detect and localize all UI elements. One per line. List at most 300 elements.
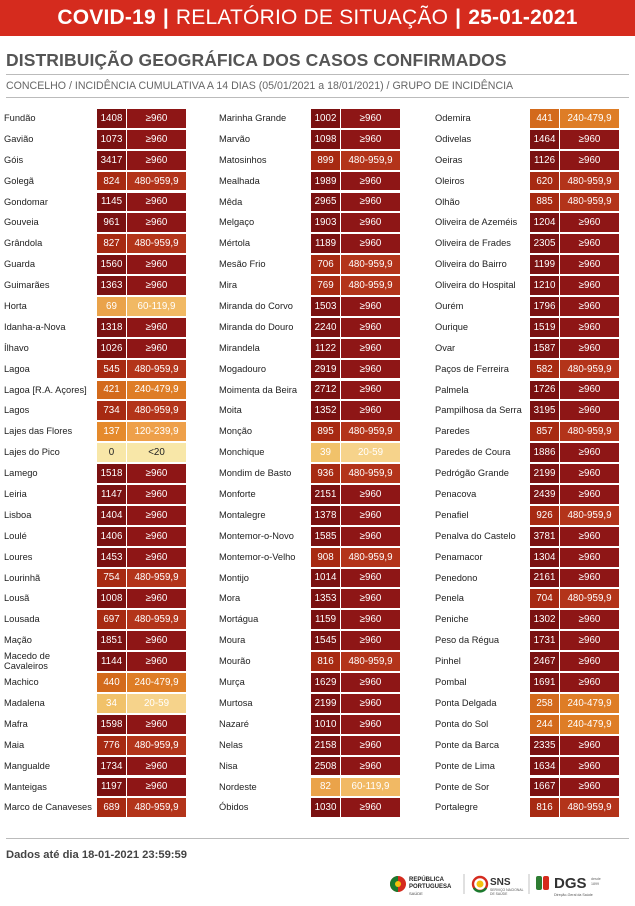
municipality-name: Lourinhã xyxy=(4,572,41,583)
incidence-value: 0 xyxy=(97,443,126,462)
incidence-value: 1503 xyxy=(311,297,340,316)
incidence-group: 480-959,9 xyxy=(127,569,186,588)
incidence-group: 480-959,9 xyxy=(341,151,400,170)
municipality-name: Nisa xyxy=(219,760,238,771)
incidence-value: 1122 xyxy=(311,339,340,358)
title-divider xyxy=(6,74,629,75)
incidence-value: 1406 xyxy=(97,527,126,546)
incidence-group: ≥960 xyxy=(127,213,186,232)
municipality-name: Machico xyxy=(4,677,39,688)
municipality-name: Gouveia xyxy=(4,217,39,228)
incidence-group: 240-479,9 xyxy=(127,381,186,400)
municipality-name: Oliveira de Frades xyxy=(435,238,511,249)
logos-strip xyxy=(388,870,630,898)
municipality-name: Mogadouro xyxy=(219,363,267,374)
municipality-name: Montalegre xyxy=(219,509,266,520)
incidence-value: 824 xyxy=(97,172,126,191)
municipality-name: Penafiel xyxy=(435,509,469,520)
incidence-value: 620 xyxy=(530,172,559,191)
municipality-name: Montemor-o-Novo xyxy=(219,530,294,541)
republica-text-3: SAÚDE xyxy=(409,891,423,896)
incidence-group: 480-959,9 xyxy=(341,548,400,567)
municipality-name: Mourão xyxy=(219,656,251,667)
incidence-value: 2919 xyxy=(311,360,340,379)
incidence-value: 2199 xyxy=(530,464,559,483)
incidence-group: ≥960 xyxy=(341,757,400,776)
municipality-name: Lousã xyxy=(4,593,30,604)
municipality-name: Paços de Ferreira xyxy=(435,363,509,374)
municipality-name: Gavião xyxy=(4,133,34,144)
municipality-name: Matosinhos xyxy=(219,154,267,165)
incidence-group: ≥960 xyxy=(560,736,619,755)
header-separator: | xyxy=(455,6,462,29)
incidence-value: 441 xyxy=(530,109,559,128)
municipality-name: Monção xyxy=(219,426,253,437)
incidence-value: 734 xyxy=(97,401,126,420)
incidence-value: 1026 xyxy=(97,339,126,358)
incidence-group: 480-959,9 xyxy=(341,422,400,441)
incidence-value: 1585 xyxy=(311,527,340,546)
incidence-value: 3195 xyxy=(530,401,559,420)
incidence-value: 1199 xyxy=(530,255,559,274)
municipality-name: Óbidos xyxy=(219,802,249,813)
incidence-group: ≥960 xyxy=(560,151,619,170)
incidence-group: ≥960 xyxy=(127,589,186,608)
incidence-value: 1304 xyxy=(530,548,559,567)
municipality-name: Idanha-a-Nova xyxy=(4,321,66,332)
incidence-value: 545 xyxy=(97,360,126,379)
municipality-name: Ourém xyxy=(435,301,464,312)
incidence-value: 1145 xyxy=(97,193,126,212)
incidence-group: 480-959,9 xyxy=(341,652,400,671)
incidence-group: ≥960 xyxy=(127,339,186,358)
incidence-value: 1903 xyxy=(311,213,340,232)
incidence-group: ≥960 xyxy=(560,464,619,483)
municipality-name: Marco de Canaveses xyxy=(4,802,92,813)
header-separator: | xyxy=(162,6,169,29)
incidence-group: ≥960 xyxy=(560,213,619,232)
municipality-name: Pampilhosa da Serra xyxy=(435,405,522,416)
incidence-value: 908 xyxy=(311,548,340,567)
incidence-value: 440 xyxy=(97,673,126,692)
dgs-subtext: Direção-Geral da Saúde xyxy=(554,893,593,897)
incidence-group: ≥960 xyxy=(127,527,186,546)
incidence-value: 1352 xyxy=(311,401,340,420)
incidence-group: 480-959,9 xyxy=(560,798,619,817)
incidence-group: ≥960 xyxy=(560,673,619,692)
incidence-group: ≥960 xyxy=(341,339,400,358)
sns-subtext-1: SERVIÇO NACIONAL xyxy=(490,888,524,892)
municipality-name: Olhão xyxy=(435,196,460,207)
dgs-year-text: 1899 xyxy=(591,882,599,886)
incidence-group: 480-959,9 xyxy=(127,360,186,379)
incidence-group: ≥960 xyxy=(560,276,619,295)
incidence-group: 240-479,9 xyxy=(560,715,619,734)
incidence-value: 2240 xyxy=(311,318,340,337)
incidence-value: 1014 xyxy=(311,569,340,588)
incidence-value: 827 xyxy=(97,234,126,253)
incidence-group: ≥960 xyxy=(127,506,186,525)
incidence-value: 706 xyxy=(311,255,340,274)
incidence-group: ≥960 xyxy=(341,172,400,191)
municipality-name: Mafra xyxy=(4,718,28,729)
municipality-name: Ponte de Lima xyxy=(435,760,495,771)
incidence-group: ≥960 xyxy=(341,318,400,337)
incidence-group: ≥960 xyxy=(341,381,400,400)
municipality-name: Lagoa xyxy=(4,363,30,374)
municipality-name: Mação xyxy=(4,635,32,646)
incidence-group: 480-959,9 xyxy=(127,234,186,253)
municipality-name: Miranda do Corvo xyxy=(219,301,293,312)
header-report: RELATÓRIO DE SITUAÇÃO xyxy=(175,6,449,29)
incidence-value: 1098 xyxy=(311,130,340,149)
municipality-name: Lousada xyxy=(4,614,40,625)
municipality-name: Palmela xyxy=(435,384,469,395)
municipality-name: Odivelas xyxy=(435,133,472,144)
incidence-group: ≥960 xyxy=(560,255,619,274)
incidence-value: 1796 xyxy=(530,297,559,316)
data-timestamp: Dados até dia 18-01-2021 23:59:59 xyxy=(6,849,187,861)
incidence-value: 961 xyxy=(97,213,126,232)
municipality-name: Paredes de Coura xyxy=(435,447,511,458)
incidence-group: 480-959,9 xyxy=(341,255,400,274)
incidence-value: 1010 xyxy=(311,715,340,734)
incidence-group: ≥960 xyxy=(341,694,400,713)
municipality-name: Guarda xyxy=(4,259,36,270)
municipality-name: Lagoa [R.A. Açores] xyxy=(4,384,87,395)
municipality-name: Ovar xyxy=(435,342,456,353)
incidence-group: ≥960 xyxy=(560,548,619,567)
incidence-value: 1734 xyxy=(97,757,126,776)
sns-subtext-2: DE SAÚDE xyxy=(490,892,508,896)
municipality-name: Mortágua xyxy=(219,614,259,625)
incidence-value: 816 xyxy=(311,652,340,671)
municipality-name: Montemor-o-Velho xyxy=(219,551,296,562)
incidence-group: 480-959,9 xyxy=(127,172,186,191)
incidence-value: 1629 xyxy=(311,673,340,692)
incidence-group: ≥960 xyxy=(341,130,400,149)
incidence-value: 1598 xyxy=(97,715,126,734)
incidence-value: 1726 xyxy=(530,381,559,400)
incidence-group: ≥960 xyxy=(127,778,186,797)
municipality-name: Lamego xyxy=(4,468,38,479)
municipality-name: Moura xyxy=(219,635,246,646)
incidence-group: ≥960 xyxy=(341,736,400,755)
incidence-group: 240-479,9 xyxy=(560,694,619,713)
incidence-group: 480-959,9 xyxy=(560,422,619,441)
incidence-value: 926 xyxy=(530,506,559,525)
incidence-value: 244 xyxy=(530,715,559,734)
incidence-value: 1144 xyxy=(97,652,126,671)
incidence-value: 3417 xyxy=(97,151,126,170)
incidence-value: 2439 xyxy=(530,485,559,504)
municipality-name: Penacova xyxy=(435,489,477,500)
subtitle-divider xyxy=(6,97,629,98)
incidence-group: ≥960 xyxy=(341,527,400,546)
sns-logo xyxy=(473,877,524,896)
municipality-name: Mesão Frio xyxy=(219,259,266,270)
incidence-value: 697 xyxy=(97,610,126,629)
incidence-group: ≥960 xyxy=(341,109,400,128)
incidence-value: 1159 xyxy=(311,610,340,629)
incidence-value: 769 xyxy=(311,276,340,295)
municipality-name: Marinha Grande xyxy=(219,113,287,123)
municipality-name: Oliveira do Bairro xyxy=(435,259,507,270)
incidence-group: ≥960 xyxy=(341,213,400,232)
republica-text-1: REPÚBLICA xyxy=(409,877,445,883)
municipality-name: Penela xyxy=(435,593,464,604)
municipality-name: Manteigas xyxy=(4,781,47,792)
page-subtitle: CONCELHO / INCIDÊNCIA CUMULATIVA A 14 DIAS (05/01/2021 a 18/01/2021) / GRUPO DE INCIDÊNCIA xyxy=(6,80,514,92)
incidence-value: 1453 xyxy=(97,548,126,567)
municipality-name: Miranda do Douro xyxy=(219,321,294,332)
incidence-group: 480-959,9 xyxy=(560,172,619,191)
incidence-group: ≥960 xyxy=(127,130,186,149)
municipality-name: Góis xyxy=(4,154,24,165)
incidence-value: 258 xyxy=(530,694,559,713)
incidence-group: ≥960 xyxy=(560,234,619,253)
incidence-group: ≥960 xyxy=(560,339,619,358)
incidence-value: 776 xyxy=(97,736,126,755)
incidence-group: 60-119,9 xyxy=(341,778,400,797)
incidence-group: ≥960 xyxy=(341,798,400,817)
incidence-value: 936 xyxy=(311,464,340,483)
incidence-group: ≥960 xyxy=(560,297,619,316)
municipality-name: Pinhel xyxy=(435,656,461,667)
incidence-group: ≥960 xyxy=(127,548,186,567)
municipality-name: Mira xyxy=(219,280,238,291)
incidence-value: 885 xyxy=(530,193,559,212)
municipality-name: Nazaré xyxy=(219,718,249,729)
incidence-group: ≥960 xyxy=(341,610,400,629)
incidence-value: 69 xyxy=(97,297,126,316)
sns-text: SNS xyxy=(490,877,511,888)
incidence-value: 1147 xyxy=(97,485,126,504)
incidence-value: 754 xyxy=(97,569,126,588)
incidence-group: ≥960 xyxy=(560,485,619,504)
incidence-value: 1989 xyxy=(311,172,340,191)
municipality-name: Penalva do Castelo xyxy=(435,530,516,541)
incidence-group: 480-959,9 xyxy=(560,360,619,379)
incidence-value: 1197 xyxy=(97,778,126,797)
incidence-group: 60-119,9 xyxy=(127,297,186,316)
incidence-value: 1731 xyxy=(530,631,559,650)
incidence-group: 240-479,9 xyxy=(127,673,186,692)
incidence-group: 240-479,9 xyxy=(560,109,619,128)
incidence-value: 1518 xyxy=(97,464,126,483)
incidence-group: 20-59 xyxy=(127,694,186,713)
municipality-name: Oleiros xyxy=(435,175,465,186)
incidence-group: ≥960 xyxy=(560,569,619,588)
incidence-group: ≥960 xyxy=(127,485,186,504)
incidence-value: 582 xyxy=(530,360,559,379)
dgs-text: DGS xyxy=(554,875,587,892)
municipality-name: Murtosa xyxy=(219,697,253,708)
incidence-group: ≥960 xyxy=(127,318,186,337)
incidence-value: 421 xyxy=(97,381,126,400)
incidence-value: 1363 xyxy=(97,276,126,295)
incidence-value: 2151 xyxy=(311,485,340,504)
incidence-value: 704 xyxy=(530,589,559,608)
municipality-name: Guimarães xyxy=(4,280,50,291)
incidence-group: ≥960 xyxy=(341,485,400,504)
municipality-name: Ponte de Sor xyxy=(435,781,490,792)
incidence-value: 2508 xyxy=(311,757,340,776)
incidence-value: 1073 xyxy=(97,130,126,149)
republica-portuguesa-logo xyxy=(390,876,452,896)
municipality-name: Loures xyxy=(4,551,33,562)
incidence-value: 2305 xyxy=(530,234,559,253)
incidence-value: 1030 xyxy=(311,798,340,817)
municipality-name: Ílhavo xyxy=(4,342,29,353)
incidence-group: 480-959,9 xyxy=(341,464,400,483)
incidence-group: ≥960 xyxy=(127,757,186,776)
incidence-group: ≥960 xyxy=(560,318,619,337)
municipality-name: Mangualde xyxy=(4,760,51,771)
municipality-name: Macedo de Cavaleiros xyxy=(4,651,50,672)
municipality-name: Peso da Régua xyxy=(435,635,500,646)
municipality-name: Murça xyxy=(219,677,245,688)
municipality-name: Ponta Delgada xyxy=(435,697,497,708)
incidence-group: ≥960 xyxy=(127,151,186,170)
incidence-value: 1667 xyxy=(530,778,559,797)
incidence-group: ≥960 xyxy=(560,778,619,797)
incidence-value: 1519 xyxy=(530,318,559,337)
incidence-group: 480-959,9 xyxy=(127,610,186,629)
incidence-group: ≥960 xyxy=(560,130,619,149)
incidence-value: 3781 xyxy=(530,527,559,546)
header-covid: COVID-19 xyxy=(57,6,156,29)
municipality-name: Odemira xyxy=(435,113,471,123)
incidence-group: ≥960 xyxy=(127,715,186,734)
municipality-name: Grândola xyxy=(4,238,43,249)
municipality-name: Monchique xyxy=(219,447,265,458)
incidence-group: ≥960 xyxy=(341,569,400,588)
municipality-name: Monforte xyxy=(219,489,256,500)
incidence-value: 1302 xyxy=(530,610,559,629)
incidence-value: 1886 xyxy=(530,443,559,462)
incidence-group: ≥960 xyxy=(341,193,400,212)
incidence-group: 20-59 xyxy=(341,443,400,462)
municipality-name: Mealhada xyxy=(219,175,260,186)
incidence-group: <20 xyxy=(127,443,186,462)
incidence-value: 1560 xyxy=(97,255,126,274)
municipality-name: Penamacor xyxy=(435,551,483,562)
municipality-name: Lagos xyxy=(4,405,30,416)
incidence-value: 1002 xyxy=(311,109,340,128)
municipality-name: Pedrógão Grande xyxy=(435,468,509,479)
municipality-name: Oeiras xyxy=(435,154,463,165)
municipality-name: Fundão xyxy=(4,113,36,123)
incidence-group: ≥960 xyxy=(127,109,186,128)
incidence-value: 1318 xyxy=(97,318,126,337)
incidence-group: ≥960 xyxy=(560,610,619,629)
incidence-group: ≥960 xyxy=(560,757,619,776)
incidence-value: 39 xyxy=(311,443,340,462)
incidence-group: ≥960 xyxy=(127,631,186,650)
municipality-name: Ourique xyxy=(435,321,469,332)
municipality-name: Horta xyxy=(4,301,27,312)
incidence-group: ≥960 xyxy=(560,527,619,546)
municipality-name: Ponta do Sol xyxy=(435,718,489,729)
municipality-name: Leiria xyxy=(4,489,27,500)
municipality-name: Lajes das Flores xyxy=(4,426,73,437)
incidence-group: ≥960 xyxy=(560,401,619,420)
municipality-name: Gondomar xyxy=(4,196,48,207)
incidence-group: ≥960 xyxy=(127,255,186,274)
municipality-name: Portalegre xyxy=(435,802,478,813)
incidence-group: ≥960 xyxy=(341,401,400,420)
incidence-value: 1404 xyxy=(97,506,126,525)
municipality-name: Peniche xyxy=(435,614,469,625)
header-banner xyxy=(0,0,635,36)
municipality-name: Mondim de Basto xyxy=(219,468,292,479)
incidence-value: 1691 xyxy=(530,673,559,692)
incidence-value: 1634 xyxy=(530,757,559,776)
incidence-group: ≥960 xyxy=(560,381,619,400)
incidence-value: 857 xyxy=(530,422,559,441)
incidence-group: ≥960 xyxy=(127,652,186,671)
incidence-value: 1126 xyxy=(530,151,559,170)
incidence-value: 1210 xyxy=(530,276,559,295)
incidence-group: ≥960 xyxy=(341,589,400,608)
incidence-value: 2158 xyxy=(311,736,340,755)
incidence-value: 2467 xyxy=(530,652,559,671)
municipality-name: Golegã xyxy=(4,175,34,186)
header-date: 25-01-2021 xyxy=(468,6,578,29)
incidence-group: ≥960 xyxy=(341,297,400,316)
incidence-value: 1378 xyxy=(311,506,340,525)
incidence-group: ≥960 xyxy=(341,234,400,253)
incidence-group: ≥960 xyxy=(341,673,400,692)
incidence-group: 480-959,9 xyxy=(560,193,619,212)
incidence-value: 899 xyxy=(311,151,340,170)
incidence-group: 120-239,9 xyxy=(127,422,186,441)
municipality-name: Pombal xyxy=(435,677,467,688)
municipality-name: Paredes xyxy=(435,426,470,437)
municipality-name: Marvão xyxy=(219,133,251,144)
dgs-since-text: desde xyxy=(591,877,601,881)
incidence-value: 1851 xyxy=(97,631,126,650)
incidence-value: 2965 xyxy=(311,193,340,212)
municipality-name: Mora xyxy=(219,593,241,604)
incidence-group: ≥960 xyxy=(560,652,619,671)
municipality-name: Maia xyxy=(4,739,25,750)
incidence-group: ≥960 xyxy=(127,464,186,483)
incidence-value: 895 xyxy=(311,422,340,441)
municipality-name: Ponte da Barca xyxy=(435,739,500,750)
incidence-value: 816 xyxy=(530,798,559,817)
incidence-value: 1545 xyxy=(311,631,340,650)
dgs-logo xyxy=(536,875,601,897)
municipality-name: Montijo xyxy=(219,572,249,583)
incidence-value: 2335 xyxy=(530,736,559,755)
incidence-group: 480-959,9 xyxy=(127,798,186,817)
incidence-value: 1189 xyxy=(311,234,340,253)
incidence-value: 2712 xyxy=(311,381,340,400)
incidence-value: 1353 xyxy=(311,589,340,608)
incidence-value: 2161 xyxy=(530,569,559,588)
municipality-name: Mirandela xyxy=(219,342,260,353)
incidence-value: 1204 xyxy=(530,213,559,232)
municipality-name: Mêda xyxy=(219,196,243,207)
incidence-group: ≥960 xyxy=(560,631,619,650)
incidence-value: 689 xyxy=(97,798,126,817)
municipality-name: Lisboa xyxy=(4,509,32,520)
incidence-group: 480-959,9 xyxy=(560,589,619,608)
incidence-value: 2199 xyxy=(311,694,340,713)
incidence-group: 480-959,9 xyxy=(127,401,186,420)
